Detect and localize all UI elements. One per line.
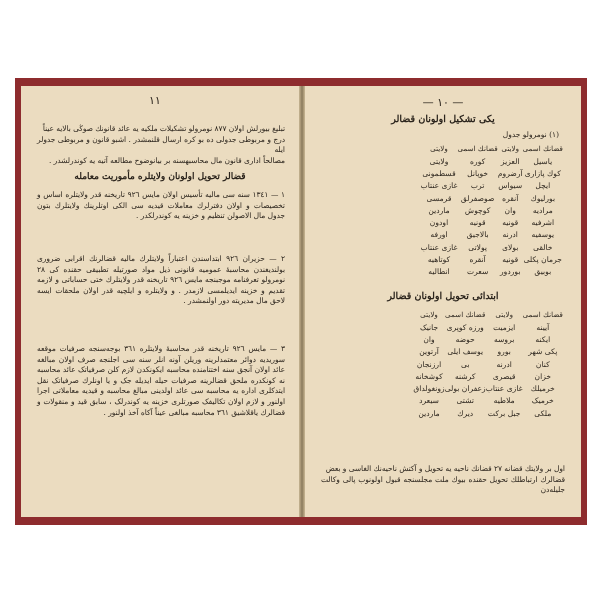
table-row <box>413 346 563 358</box>
table-cell: ماردین <box>418 408 440 418</box>
table1-note: (١) نومرولو جدول <box>502 130 559 139</box>
table-cell: اشرفیه <box>531 218 555 228</box>
table-cell: سعرت <box>466 267 489 277</box>
table-row <box>413 358 563 370</box>
table-cell: وان <box>423 334 435 344</box>
table-cell: بورو <box>497 347 511 357</box>
table-cell: جانیک <box>419 322 439 332</box>
table-cell: کوك پازاری <box>524 168 561 178</box>
table-cell: دیرك <box>457 408 474 418</box>
table-cell: یوسفیه <box>531 230 555 240</box>
table2-title: ابتدائی تحویل اولونان قضالر <box>387 291 499 302</box>
new-districts-table <box>421 142 563 278</box>
table-cell: کوچوش <box>464 205 491 215</box>
table-cell: بوردور <box>500 267 521 277</box>
table-cell: زعفران بولی <box>444 384 486 394</box>
table-row <box>421 266 563 278</box>
column-header: قضانك اسمی <box>522 310 563 319</box>
table-cell: قونیه <box>502 218 519 228</box>
table-cell: ادرنه <box>496 359 512 369</box>
table-cell: بوبیق <box>534 267 552 277</box>
table-cell: یوسف ایلی <box>447 347 484 357</box>
table-header-row <box>421 142 563 155</box>
book-spread <box>15 78 587 525</box>
left-page <box>21 86 299 517</box>
table-cell: یاسیل <box>533 156 553 166</box>
table-cell: آرتوین <box>419 347 439 357</box>
table-cell: وان <box>504 205 516 215</box>
table-cell: تشتی <box>456 396 474 406</box>
table-cell: خرمیک <box>531 396 554 406</box>
intro-line: تبلیغ بیورلش اولان ٨٧٧ نومرولو تشکیلات ملکیه یه عائد قانونك صوڭی بالایه عیناً <box>42 124 285 133</box>
table-cell: ادرنه <box>502 230 518 240</box>
table-row <box>421 155 563 167</box>
table-cell: بی <box>461 359 470 369</box>
table-row <box>421 216 563 228</box>
table-row <box>413 382 563 394</box>
footer-line: قضالرك ارتباطلك تحویل حقنده بیوك ملت مجلسنجه قبول اولونوب پالی وکالت جلیله‌دن <box>321 474 565 495</box>
table-cell: قرمسی <box>426 193 452 203</box>
table-cell: ارزنجان <box>416 359 442 369</box>
table-cell: زونغولداق <box>413 384 445 394</box>
column-header: قضانك اسمی <box>522 144 563 153</box>
table-cell: غازی عنتاب <box>420 242 458 252</box>
left-page-number: ١١ <box>149 94 161 107</box>
table-cell: صوصفرلق <box>460 193 495 203</box>
column-header: قضانك اسمی <box>457 144 498 153</box>
column-header: ولایتی <box>430 144 448 153</box>
left-section-heading: قضالر تحویل اولونان ولایتلره مأموریت معامله <box>74 172 246 182</box>
table-cell: قونیه <box>502 255 519 265</box>
table-cell: قسطمونی <box>422 168 456 178</box>
table-row <box>421 241 563 253</box>
table-cell: خالقی <box>533 242 553 252</box>
table-cell: سیواس <box>498 181 523 191</box>
table-cell: جبل برکت <box>487 408 521 418</box>
table-cell: مرادیه <box>532 205 553 215</box>
right-footer-text <box>321 464 565 496</box>
table-row <box>413 407 563 419</box>
table-cell: غازی عنتاب <box>485 384 523 394</box>
table-cell: ملكی <box>534 408 552 418</box>
paragraph-3: ٣ — مایس ٩٢٦ تاریخنه قدر محاسبهٔ ولایتلره ٣٦١ بوجه‌سنجه صرفیات موقعه سوریدیه دوائر معتمدلرینه وریلن آونه انلر سنه سی اجلنجه صرف اولان مبالغه عائد اولان آنجق سنه اختتامنده محاسبه ایکونکدن لازم کلن صرفیاتک عائد محاسبه نه کونکدره ملحق قضالرینه صرفیات حیله ایدیله جک و یا اونلرك صرفیاتک نقل ایتدکلری اداره یه محاسبه سی عائد اولدینی مبالغ محاسبه و قیدیه معاملاتی اجرا اولنور و لازم اولان تکالیفک صورتلری خزینه یه کوندرلک ، سابق قید و منقولات و قضالرك یاقلاشیق ٣٦١ محاسبه مبالغی عیناً آکاه آخذ اولنور . <box>37 344 285 417</box>
table-cell: خزان <box>534 371 552 381</box>
table-cell: قیصری <box>492 371 516 381</box>
table-cell: کوره <box>470 156 486 166</box>
table-cell: غازی عنتاب <box>420 181 458 191</box>
table-header-row <box>413 308 563 321</box>
column-header: ولایتی <box>501 144 520 153</box>
table-cell: جرمان پکلی <box>523 255 563 265</box>
table-cell: العزیز <box>500 156 520 166</box>
column-header: ولایتی <box>495 310 514 319</box>
intro-line: درج و مربوطی جدولی ده بو کره ارسال قلنمشدر . اشبو قانون و مربوطی جدولر ایله <box>37 134 285 155</box>
table-cell: خرمیلك <box>530 384 555 394</box>
left-intro <box>37 124 285 166</box>
table-row <box>413 370 563 382</box>
column-header: قضانك اسمی <box>445 310 486 319</box>
table-cell: آنقره <box>502 193 519 203</box>
table-cell: قونیه <box>469 218 486 228</box>
table-cell: ولایتی <box>429 156 449 166</box>
table-cell: انطالیه <box>428 267 450 277</box>
table-cell: کرشنه <box>454 371 476 381</box>
column-header: ولایتی <box>420 310 438 319</box>
paragraph-1: ١ — ١٣٤١ سنه سی مالیه تأسیس اولان مایس ٩٢٦ تاریخنه قدر ولایتلره اساس و تخصیصات و اولان دفترلرك معاملات قیدیه سی الکی اوتلرینك ولایتلرك بتون جدول مال الاصولن تنظیم و خزینه یه کوندرلکدر . <box>37 190 285 221</box>
table-cell: آنقره <box>469 255 486 265</box>
table-cell: سیعرد <box>419 396 439 406</box>
table-cell: ورزه کوپری <box>446 322 484 332</box>
table-cell: پکی شهر <box>528 347 558 357</box>
table-cell: پولاتی <box>468 242 488 252</box>
table-row <box>413 395 563 407</box>
table-cell: بروسه <box>493 334 515 344</box>
table-cell: ایکنه <box>535 334 551 344</box>
footer-line: اول بر ولایتك قضانه ٢٧ قضانك ناحیه یه تحویل و آکتش ناحیه‌نك الغاسی و بعض <box>325 464 565 473</box>
table-cell: حوضه <box>455 334 475 344</box>
table-cell: ملاطیه <box>493 396 515 406</box>
table-cell: اودون <box>429 218 449 228</box>
table1-title: یکی تشکیل اولونان قضالر <box>391 114 495 125</box>
table-cell: اورفه <box>430 230 448 240</box>
table-row <box>421 229 563 241</box>
table-cell: کوتاهیه <box>427 255 451 265</box>
table-cell: بالاجیق <box>466 230 489 240</box>
table-cell: ترب <box>470 181 485 191</box>
table-row <box>421 192 563 204</box>
table-row <box>413 321 563 333</box>
table-row <box>421 167 563 179</box>
table-cell: آرضروم <box>497 168 523 178</box>
table-cell: خوپانل <box>467 168 489 178</box>
table-row <box>421 253 563 265</box>
table-cell: ماردین <box>428 205 450 215</box>
table-row <box>421 180 563 192</box>
transferred-districts-table <box>413 308 563 419</box>
table-cell: ایچل <box>535 181 551 191</box>
table-cell: بورلیوك <box>530 193 556 203</box>
table-row <box>413 333 563 345</box>
right-page-number: — ١٠ — <box>422 96 464 109</box>
table-cell: آیینه <box>536 322 550 332</box>
table-row <box>421 204 563 216</box>
right-page <box>305 86 581 517</box>
table-cell: بولای <box>502 242 519 252</box>
intro-line: مصالحاً اداری قانون مال محاسبهسنه بر بیانوضوح مطالعه آتیه یه کوندرلشدر . <box>48 155 285 165</box>
paragraph-2: ٢ — حزیران ٩٢٦ ابتداسندن اعتباراً ولایتلرك مالیه قضالرنك اقرابی ضروری بولندیغندن محاسبهٔ عمومیه قانونی ذیل مواد صورتیله تطبیقی حقنده کی ٢٨ نومرولو تعرفنامه موجبنجه مایس ٩٢٦ تاریخنه قدر ولایتلرك ختی حساباتی و لازمه تقدیم و خزینه ایدیلمسی لازمدر . و ولایتلره و ایلچیه قدر اولان ملحقات ایسه لاحق مال مدیریته دور اولنمشدر . <box>37 254 286 306</box>
table-cell: کوشخانه <box>415 371 443 381</box>
table-cell: کنان <box>535 359 550 369</box>
table-cell: ایزمیت <box>493 322 516 332</box>
